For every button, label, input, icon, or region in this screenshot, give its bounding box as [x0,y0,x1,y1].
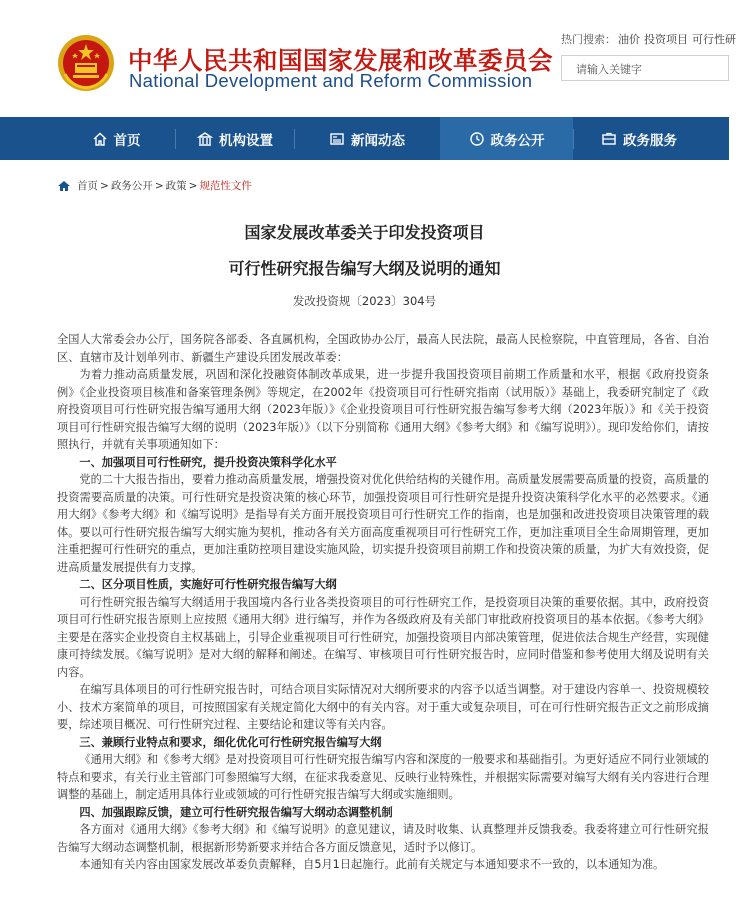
site-title-en[interactable]: National Development and Reform Commission [129,70,533,91]
nav-item-label: 新闻动态 [351,132,405,149]
site-header [0,0,736,117]
newspaper-icon [329,131,345,147]
body-paragraph: 可行性研究报告编写大纲适用于我国境内各行业各类投资项目的可行性研究工作，是投资项目决策的重要依据。其中，政府投资项目可行性研究报告原则上应按照《通用大纲》进行编写，并作为各级政府及有关部门审批政府投资项目的基本依据。《参考大纲》主要是在落实企业投资自主权基础上，引导企业重视项目可行性研究，加强投资项目内部决策管理，促进依法合规生产经营，实现健康可持续发展。《编写说明》是对大纲的解释和阐述。在编写、审核项目可行性研究报告时，应同时借鉴和参考使用大纲及说明有关内容。 [57,595,709,679]
hot-search-label: 热门搜索： [561,33,616,46]
nav-item-label: 政务公开 [490,132,545,149]
body-paragraph: 党的二十大报告指出，要着力推动高质量发展，增强投资对优化供给结构的关键作用。高质量发展需要高质量的投资，高质量的投资需要高质量的决策。可行性研究是投资决策的核心环节，加强投资项目可行性研究是提升投资决策科学化水平的必然要求。《通用大纲》《参考大纲》和《编写说明》是指导有关方面开展投资项目可行性研究工作的指南，也是加强和改进投资项目决策管理的载体。要以可行性研究报告编写大纲实施为契机，推动各有关方面高度重视项目可行性研究工作，更加注重项目全生命周期管理，更加注重把握可行性研究的重点，更加注重防控项目建设实施风险，切实提升投资项目前期工作和投资决策的质量，为扩大有效投资，促进高质量发展提供有力支撑。 [57,473,709,574]
article-title-line2: 可行性研究报告编写大纲及说明的通知 [228,259,501,278]
service-icon [601,131,617,147]
body-paragraph: 《通用大纲》和《参考大纲》是对投资项目可行性研究报告编写内容和深度的一般要求和基础指引。为更好适应不同行业领域的特点和要求，有关行业主管部门可参照编写大纲，在征求我委意见、反映行业特殊性，并根据实际需要对编写大纲有关内容进行合理调整的基础上，制定适用具体行业或领域的可行性研究报告编写大纲或实施细则。 [57,753,709,801]
addressee-paragraph: 全国人大常委会办公厅，国务院各部委、各直属机构，全国政协办公厅，最高人民法院，最高人民检察院，中直管理局，各省、自治区、直辖市及计划单列市、新疆生产建设兵团发展改革委： [57,333,709,364]
body-paragraph: 为着力推动高质量发展，巩固和深化投融资体制改革成果，进一步提升我国投资项目前期工作质量和水平，根据《政府投资条例》《企业投资项目核准和备案管理条例》等规定，在2002年《投资项目可行性研究指南（试用版）》基础上，我委研究制定了《政府投资项目可行性研究报告编写通用大纲（2023年版）》《企业投资项目可行性研究报告编写参考大纲（2023年版）》和《关于投资项目可行性研究报告编写大纲的说明（2023年版）》（以下分别简称《通用大纲》《参考大纲》和《编写说明》）。现印发给你们，请按照执行，并就有关事项通知如下： [57,368,709,451]
main-nav [0,117,729,160]
search-input[interactable]: 请输入关键字 [561,55,729,81]
article-title-line1: 国家发展改革委关于印发投资项目 [244,223,485,242]
clock-icon [469,131,485,147]
nav-item-news[interactable] [295,117,439,160]
nav-item-home[interactable] [57,117,175,160]
nav-item-government-affairs[interactable] [440,117,573,160]
body-paragraph: 在编写具体项目的可行性研究报告时，可结合项目实际情况对大纲所要求的内容予以适当调整。对于建设内容单一、投资规模较小、技术方案简单的项目，可按照国家有关规定简化大纲中的有关内容。对于重大或复杂项目，可在可行性研究报告正文之前形成摘要，综述项目概况、可行性研究过程、主要结论和建议等有关内容。 [57,683,709,731]
section-heading: 四、加强跟踪反馈，建立可行性研究报告编写大纲动态调整机制 [79,805,393,819]
site-title-cn[interactable]: 中华人民共和国国家发展和改革委员会 [128,46,553,75]
article-body [57,331,709,874]
hot-search-term[interactable]: 可行性研 [692,33,736,46]
section-heading: 二、区分项目性质，实施好可行性研究报告编写大纲 [79,578,337,591]
home-icon [92,131,108,147]
building-icon [197,131,213,147]
national-emblem-icon[interactable] [57,34,115,92]
nav-item-organization[interactable] [176,117,294,160]
home-icon [57,180,71,192]
breadcrumb-link-regulatory[interactable]: 规范性文件 [199,180,252,192]
nav-item-label: 首页 [113,132,141,149]
breadcrumb-link-policy[interactable]: 政策 [165,180,187,192]
breadcrumb-link-affairs[interactable]: 政务公开 [110,180,153,192]
body-paragraph: 本通知有关内容由国家发展改革委负责解释，自5月1日起施行。此前有关规定与本通知要求不一致的，以本通知为准。 [79,858,665,871]
nav-item-label: 政务服务 [623,132,677,149]
nav-item-label: 机构设置 [219,132,273,149]
section-heading: 三、兼顾行业特点和要求，细化优化可行性研究报告编写大纲 [79,735,382,749]
nav-item-services[interactable] [574,117,704,160]
hot-search-term[interactable]: 投资项目 [644,33,688,46]
hot-search-term[interactable]: 油价 [618,33,640,46]
section-heading: 一、加强项目可行性研究，提升投资决策科学化水平 [79,455,337,469]
document-number: 发改投资规〔2023〕304号 [292,294,437,308]
breadcrumb: 首页 > 政务公开 > 政策 > 规范性文件 [57,178,252,193]
body-paragraph: 各方面对《通用大纲》《参考大纲》和《编写说明》的意见建议，请及时收集、认真整理并反馈我委。我委将建立可行性研究报告编写大纲动态调整机制，根据新形势新要求并结合各方面反馈意见，适时予以修订。 [57,823,709,854]
hot-search-bar [561,31,736,47]
breadcrumb-link-home[interactable]: 首页 [77,180,98,192]
